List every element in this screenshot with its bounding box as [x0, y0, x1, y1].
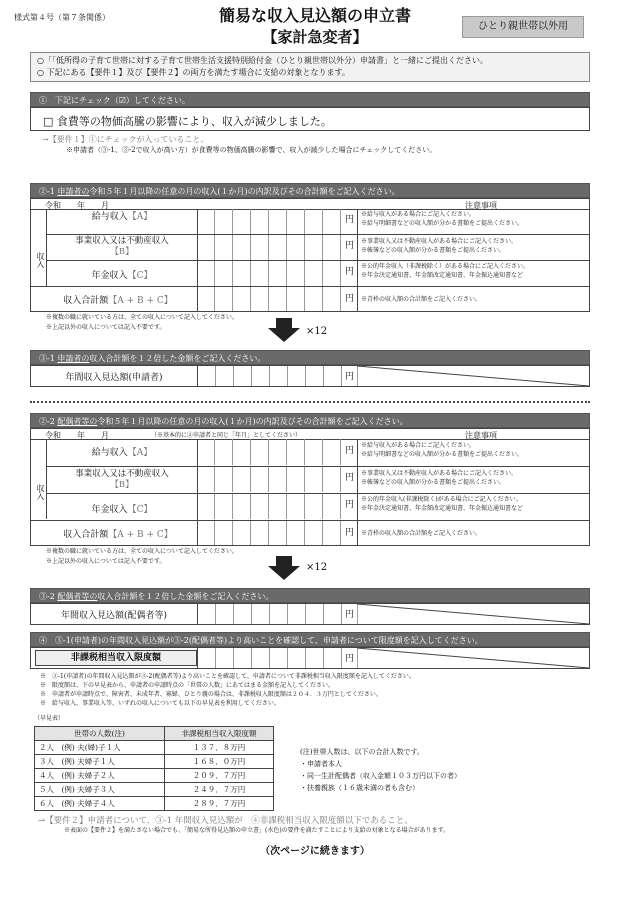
annual-income-applicant-label: 年間収入見込額(申請者) [65, 373, 163, 383]
pension-income-label: 年金収入【C】 [91, 505, 153, 515]
yen-unit: 円 [345, 473, 355, 483]
spouse-total-input[interactable] [197, 521, 345, 545]
yen-unit: 円 [345, 372, 355, 382]
salary-note: ※給与収入がある場合にご記入ください。 ※給与明細書などの収入額が分かる書類をご提出ください。 [361, 211, 524, 227]
intro-line-1: ○「「低所得の子育て世帯に対する子育て世帯生活支援特別給付金（ひとり親世帯以外分）申請書」と一緒にご提出ください。 [37, 56, 488, 65]
ref-row-limit: ２４９．７万円 [165, 783, 274, 797]
reference-table [34, 726, 274, 811]
section-2-1-subject: 申請者の [57, 187, 90, 196]
requirement-1-note: ※申請者（③-1、③-2で収入が高い方）が食費等の物価高騰の影響で、収入が減少した場合にチェックしてください。 [66, 146, 437, 154]
salary-income-label: 給与収入【A】 [91, 212, 153, 222]
section-2-1-header [30, 183, 590, 198]
section-4-row [30, 647, 590, 669]
requirement-2-note: ※表面の【要件２】を満たさない場合でも、「簡易な所得見込額の申立書」(水色)の要件を満たすことにより支給の対象となる場合があります。 [64, 827, 450, 834]
yen-unit: 円 [345, 215, 355, 225]
annual-income-applicant-input[interactable] [197, 366, 345, 386]
annual-income-spouse-label: 年間収入見込額(配偶者等) [60, 611, 168, 621]
page-subtitle: 【家計急変者】 [262, 28, 368, 46]
ref-header-limit: 非課税相当収入限度額 [165, 727, 274, 741]
yen-unit: 円 [345, 528, 355, 538]
section-1-checkbox-row[interactable] [30, 107, 590, 131]
section-3-1-header: ③-1 申請者の収入合計額を１２倍した金額をご記入ください。 [30, 350, 590, 365]
income-side-label: 収入 [31, 209, 47, 286]
ref-row-limit: １３７．８万円 [165, 741, 274, 755]
business-income-label: 事業収入又は不動産収入 【B】 [75, 236, 169, 257]
salary-note: ※給与収入がある場合にご記入ください。 ※給与明細書などの収入額が分かる書類をご提出ください。 [361, 442, 524, 458]
down-arrow-head-icon [268, 566, 300, 580]
yen-unit: 円 [345, 500, 355, 510]
intro-line-2: ○ 下記にある【要件１】及び【要件２】の両方を満たす場合に支給の対象となります。 [37, 68, 350, 77]
period-2-1[interactable]: 令和 年 月 [45, 201, 109, 210]
ref-row-limit: １６８．０万円 [165, 755, 274, 769]
section-2-1-table [30, 198, 590, 312]
diagonal-slash [357, 366, 589, 386]
pension-note: ※公的年金収入（非課税除く）がある場合にご記入ください。 ※年金決定通知書、年金額改定通知書、年金振込通知書など [361, 263, 530, 279]
section-2-2-header: ②-2 配偶者等の令和５年１月以降の任意の月の収入(１か月)の内訳及びその合計額をご記入ください。 [30, 413, 590, 428]
section-3-1-row [30, 365, 590, 387]
pension-note: ※公的年金収入(非課税除く)がある場合にご記入ください。 ※年金決定通知書、年金額改定通知書、年金振込通知書など [361, 496, 524, 512]
notes-header-2-1: 注意事項 [465, 201, 497, 210]
yen-unit: 円 [345, 610, 355, 620]
scope-badge: ひとり親世帯以外用 [462, 16, 584, 38]
business-income-label: 事業収入又は不動産収入 【B】 [75, 469, 169, 490]
section-2-1-number: ②-1 [39, 187, 55, 196]
yen-unit: 円 [345, 241, 355, 251]
ref-header-household: 世帯の人数(注) [35, 727, 165, 741]
footnote-2-2-a: ※複数の職に就いている方は、全ての収入について記入してください。 [46, 548, 238, 555]
ref-row-household: ５人 (例) 夫婦子３人 [35, 783, 165, 797]
spouse-business-input[interactable] [197, 467, 345, 492]
pension-income-input[interactable] [197, 261, 345, 286]
diagonal-slash [357, 604, 589, 624]
price-impact-checkbox[interactable]: □ 食費等の物価高騰の影響により、収入が減少しました。 [43, 115, 332, 128]
section-divider [30, 401, 590, 403]
requirement-1: →【要件１】①にチェックが入っていること。 [42, 135, 209, 144]
down-arrow-icon [276, 556, 292, 566]
section-3-2-header: ③-2 配偶者等の収入合計額を１２倍した金額をご記入ください。 [30, 588, 590, 603]
total-income-label: 収入合計額【A + B + C】 [63, 530, 173, 540]
footnote-2-1-b: ※上記以外の収入については記入不要です。 [46, 324, 166, 331]
reference-caption: （早見表） [34, 715, 65, 722]
pension-income-label: 年金収入【C】 [91, 271, 153, 281]
spouse-salary-input[interactable] [197, 439, 345, 465]
tax-exempt-limit-input[interactable] [197, 648, 345, 668]
section-2-1-title: 令和５年１月以降の任意の月の収入(１か月)の内訳及びその合計額をご記入ください。 [89, 187, 400, 196]
ref-row-household: ６人 (例) 夫婦子４人 [35, 797, 165, 811]
section-4-notes: ※ ③-1(申請者)の年間収入見込額が③-2(配偶者等)より高いことを確認して、申請者について非課税相当収入限度額を記入してください。 ※ 限度額は、下の早見表から、申請者の申請時点の「世帯の人数」にあてはまる金額を記入してください。 ※ 申請者が申請時点で、障害者、未成年者、寡婦、ひとり親の場合は、非課税収入限度額は２０４．３万円としてください。 ※ 給与収入、事業収入等、いずれの収入についても以下の早見表を利用してください。 [40, 673, 415, 707]
yen-unit: 円 [345, 267, 355, 277]
period-2-2[interactable]: 令和 年 月 [45, 431, 109, 440]
footnote-2-2-b: ※上記以外の収入については記入不要です。 [46, 558, 166, 565]
spouse-pension-input[interactable] [197, 494, 345, 519]
annual-income-spouse-input[interactable] [197, 604, 345, 624]
multiplier-label: ×12 [306, 562, 328, 573]
yen-unit: 円 [345, 654, 355, 664]
ref-row-household: ２人 (例) 夫(婦)子１人 [35, 741, 165, 755]
ref-row-household: ３人 (例) 夫婦子１人 [35, 755, 165, 769]
salary-income-input[interactable] [197, 209, 345, 234]
section-4-header: ④ ③-1(申請者)の年間収入見込額が③-2(配偶者等)より高いことを確認して、申請者について限度額を記入してください。 [30, 632, 590, 647]
total-note: ※青枠の収入額の合計額をご記入ください。 [361, 530, 482, 537]
section-2-2-table [30, 428, 590, 546]
yen-unit: 円 [345, 294, 355, 304]
page-title: 簡易な収入見込額の申立書 [218, 6, 411, 25]
ref-row-household: ４人 (例) 夫婦子２人 [35, 769, 165, 783]
multiplier-label: ×12 [306, 326, 328, 337]
salary-income-label: 給与収入【A】 [91, 448, 153, 458]
income-side-label: 収入 [31, 439, 47, 519]
requirement-2: →【要件２】申請者について、③-1 年間収入見込額が ④非課税相当収入限度額以下であること。 [38, 816, 413, 826]
section-1-header: ① 下記にチェック（☑）してください。 [30, 92, 590, 107]
intro-box [30, 52, 590, 82]
period-2-2-note: （※基本的に②申請者と同じ「年月」としてください） [151, 432, 302, 439]
form-number: 様式第４号（第７条関係） [14, 13, 110, 22]
total-note: ※青枠の収入額の合計額をご記入ください。 [361, 296, 482, 303]
ref-row-limit: ２８９．７万円 [165, 797, 274, 811]
total-income-label: 収入合計額【A + B + C】 [63, 296, 173, 306]
diagonal-slash [357, 648, 589, 668]
down-arrow-icon [276, 318, 292, 328]
business-note: ※事業収入又は不動産収入がある場合にご記入ください。 ※帳簿などの収入額が分かる書類をご提出ください。 [361, 470, 518, 486]
ref-row-limit: ２０９．７万円 [165, 769, 274, 783]
yen-unit: 円 [345, 446, 355, 456]
footnote-2-1-a: ※複数の職に就いている方は、全ての収入について記入してください。 [46, 314, 238, 321]
tax-exempt-limit-label: 非課税相当収入限度額 [35, 650, 197, 666]
household-count-note: (注)世帯人数は、以下の合計人数です。 ・申請者本人 ・同一生計配偶者（収入金額１０３万円以下の者） ・扶養親族（１６歳未満の者も含む） [300, 748, 461, 792]
business-note: ※事業収入又は不動産収入がある場合にご記入ください。 ※帳簿などの収入額が分かる書類をご提出ください。 [361, 238, 518, 254]
down-arrow-head-icon [268, 328, 300, 342]
section-3-2-row [30, 603, 590, 625]
business-income-input[interactable] [197, 235, 345, 260]
total-income-input[interactable] [197, 287, 345, 311]
notes-header-2-2: 注意事項 [465, 431, 497, 440]
continue-notice: （次ページに続きます） [260, 846, 370, 857]
